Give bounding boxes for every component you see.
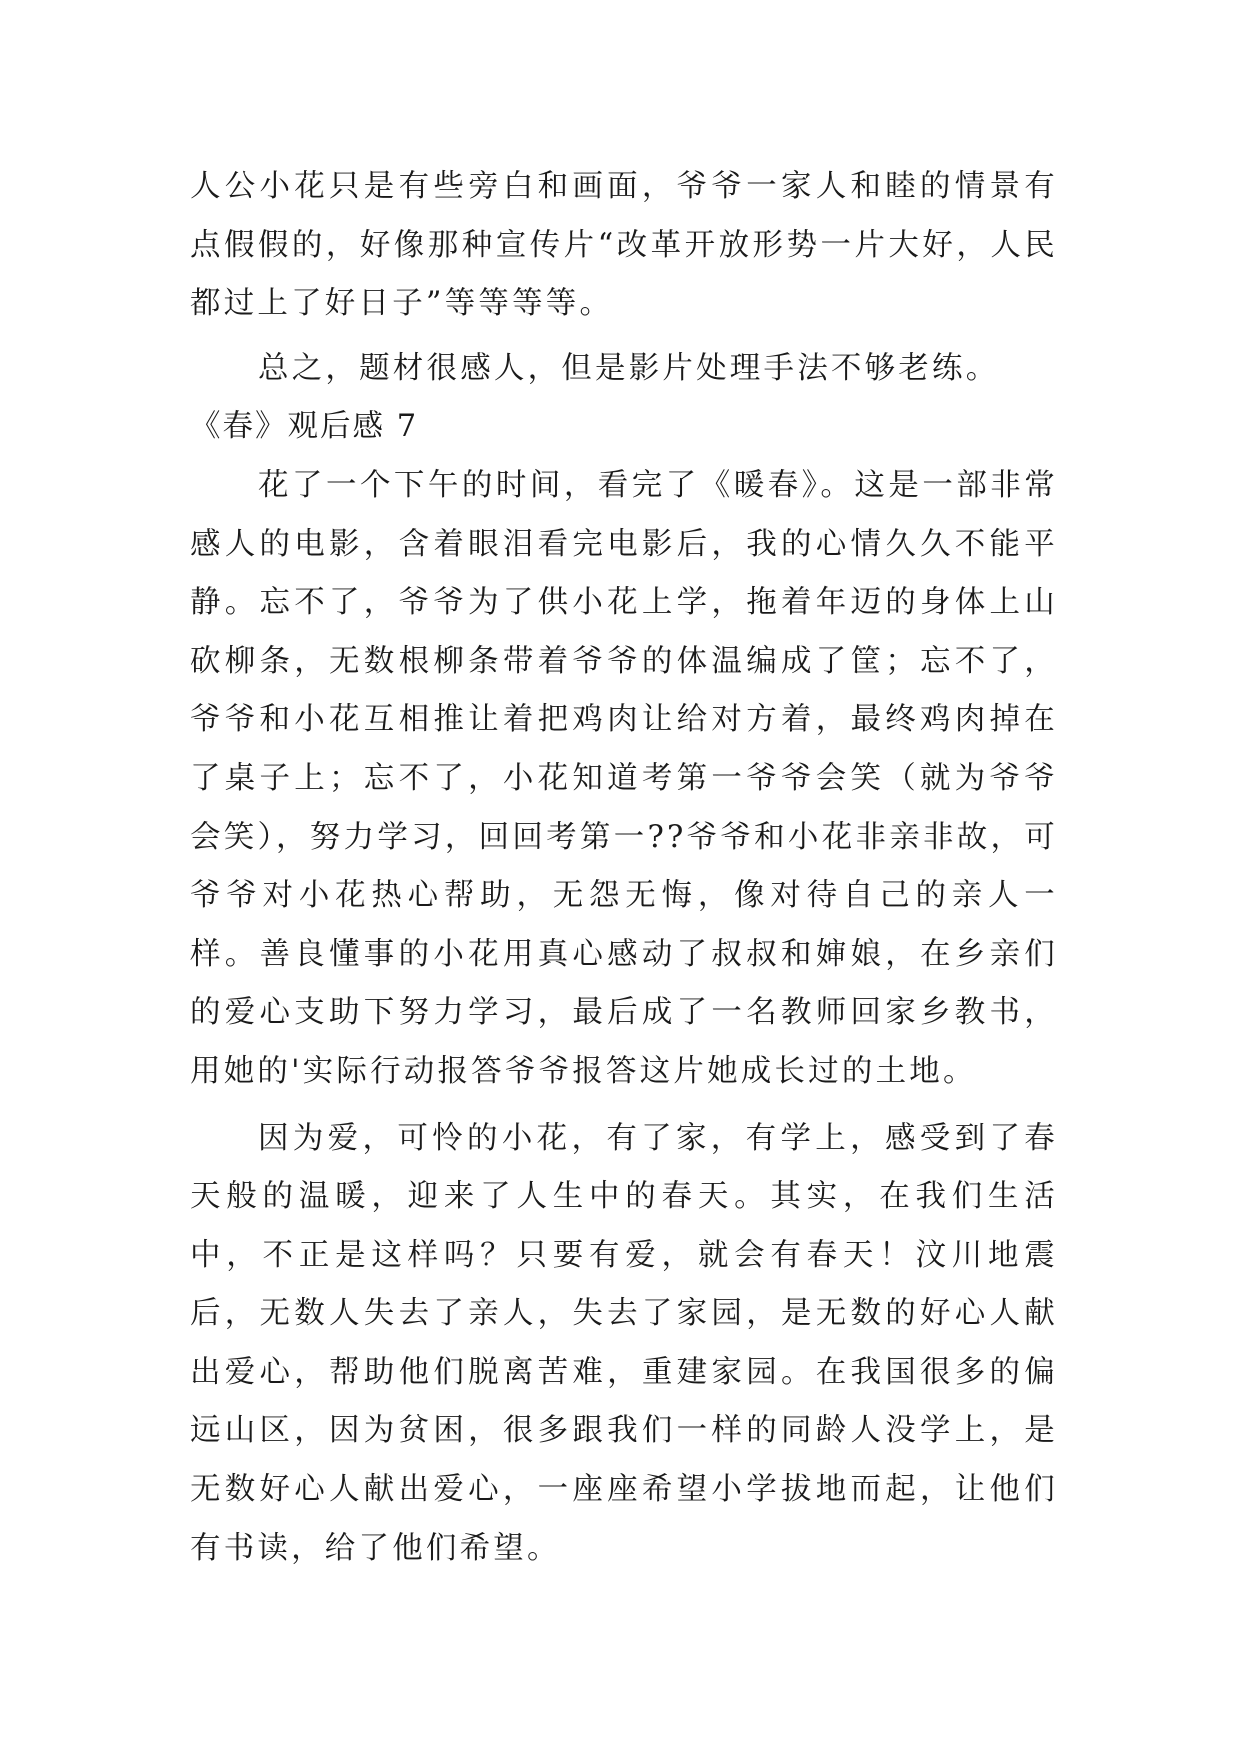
section-title: 《春》观后感 7 [190,409,419,445]
paragraph-summary: 总之，题材很感人，但是影片处理手法不够老练。 [258,350,1000,386]
paragraph-reflection: 因为爱，可怜的小花，有了家，有学上，感受到了春天般的温暖，迎来了人生中的春天。其实，在我们生活中，不正是这样吗？只要有爱，就会有春天！汶川地震后，无数人失去了亲人，失去了家园，是无数的好心人献出爱心，帮助他们脱离苦难，重建家园。在我国很多的偏远山区，因为贫困，很多跟我们一样的同龄人没学上，是无数好心人献出爱心，一座座希望小学拔地而起，让他们有书读，给了他们希望。 [190,1120,1058,1566]
document-body [190,158,1058,1578]
paragraph-review-body: 花了一个下午的时间，看完了《暖春》。这是一部非常感人的电影，含着眼泪看完电影后，我的心情久久不能平静。忘不了，爷爷为了供小花上学，拖着年迈的身体上山砍柳条，无数根柳条带着爷爷的体温编成了筐；忘不了，爷爷和小花互相推让着把鸡肉让给对方着，最终鸡肉掉在了桌子上；忘不了，小花知道考第一爷爷会笑（就为爷爷会笑），努力学习，回回考第一??爷爷和小花非亲非故，可爷爷对小花热心帮助，无怨无悔，像对待自己的亲人一样。善良懂事的小花用真心感动了叔叔和婶娘，在乡亲们的爱心支助下努力学习，最后成了一名教师回家乡教书，用她的'实际行动报答爷爷报答这片她成长过的土地。 [190,467,1058,1089]
paragraph-continuation: 人公小花只是有些旁白和画面，爷爷一家人和睦的情景有点假假的，好像那种宣传片“改革开放形势一片大好，人民都过上了好日子”等等等等。 [190,169,1058,322]
